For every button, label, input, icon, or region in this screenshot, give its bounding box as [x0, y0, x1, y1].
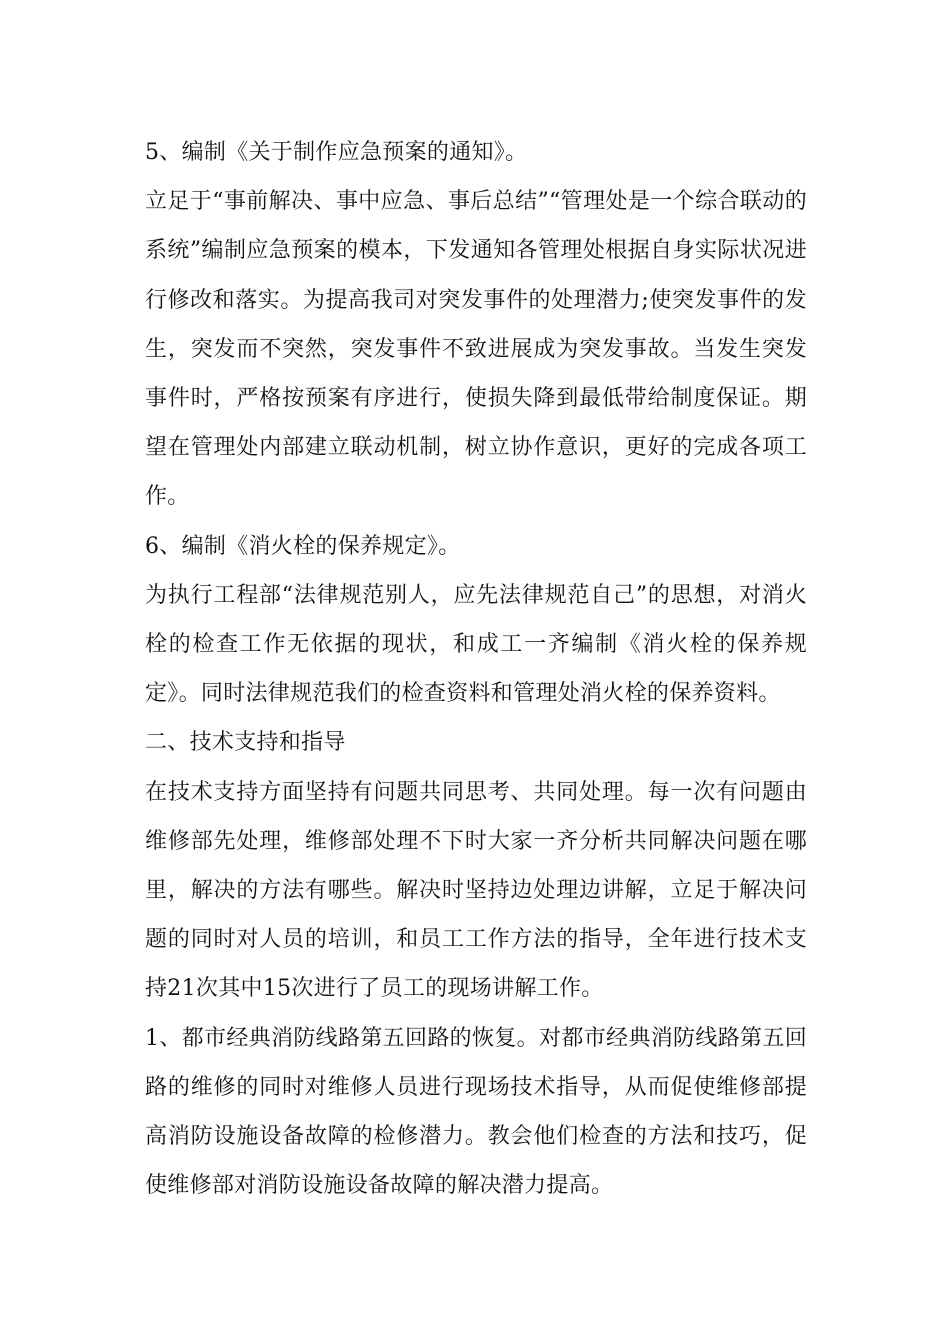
- section-2-heading: 二、技术支持和指导: [145, 730, 346, 756]
- item-6-heading: 6、编制《消火栓的保养规定》。: [145, 533, 461, 559]
- section-2-paragraph: 在技术支持方面坚持有问题共同思考、共同处理。每一次有问题由维修部先处理，维修部处理不下时大家一齐分析共同解决问题在哪里，解决的方法有哪些。解决时坚持边处理边讲解，立足于解决问题的同时对人员的培训，和员工工作方法的指导，全年进行技术支持21次其中15次进行了员工的现场讲解工作。: [145, 779, 807, 1002]
- item-6-paragraph: 为执行工程部“法律规范别人，应先法律规范自己”的思想，对消火栓的检查工作无依据的现状，和成工一齐编制《消火栓的保养规定》。同时法律规范我们的检查资料和管理处消火栓的保养资料。: [145, 582, 807, 707]
- item-5-heading: 5、编制《关于制作应急预案的通知》。: [145, 140, 528, 165]
- section-2-item-1-paragraph: 1、都市经典消防线路第五回路的恢复。对都市经典消防线路第五回路的维修的同时对维修人员进行现场技术指导，从而促使维修部提高消防设施设备故障的检修潜力。教会他们检查的方法和技巧，促使维修部对消防设施设备故障的解决潜力提高。: [145, 1025, 807, 1199]
- item-5-paragraph: 立足于“事前解决、事中应急、事后总结”“管理处是一个综合联动的系统”编制应急预案的模本，下发通知各管理处根据自身实际状况进行修改和落实。为提高我司对突发事件的处理潜力;使突发事件的发生，突发而不突然，突发事件不致进展成为突发事故。当发生突发事件时，严格按预案有序进行，使损失降到最低带给制度保证。期望在管理处内部建立联动机制，树立协作意识，更好的完成各项工作。: [145, 189, 807, 510]
- document-body: [145, 128, 807, 1210]
